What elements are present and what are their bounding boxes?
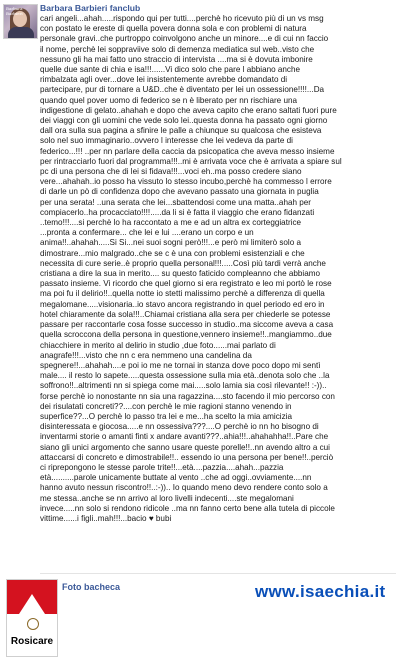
shared-photo-label: Rosicare [10, 636, 54, 647]
post-author-name[interactable]: Barbara Barbieri fanclub [40, 3, 141, 13]
marlboro-chevron-icon [7, 580, 57, 614]
post-divider [40, 573, 396, 574]
avatar-caption: Barbara Barbieri [6, 6, 23, 16]
shared-photo-title[interactable]: Foto bacheca [62, 582, 121, 592]
post-text: cari angeli...ahah.....rispondo qui per tutti....perchè ho ricevuto più di un vs msg con postato le ereste di quella povera donna sola e con problemi di natura personale gravi..che purtroppo coinvolgono anche un minore....e di cui nn faccio il nome, perchè lei soppraviive solo di demenza mediatica sul web..visto che nessuno gli ha mai fatto uno straccio di intervista ....ma si è dovuta imbonire quelle due sante di chia e isa!!!......Vi dico solo che pare l abbiano anche rimbalzata agli over...dove lei insistentemente avrebbe domandato di partecipare, pur di tornare a U&D..che è diventato per lei un ossessione!!!!...Da quando quel pover uomo di federico se n è liberato per nn rischiare una indigestione di gelato..ahahah e dopo che aveva capito che erano saltati fuori pure dei viaggi con gli uomini che vede solo lei..questa donna ha passato ogni giorno dall ora sulla sua pagina a sfinire le palle a chiunque su qualcosa che esisteva solo nel suo immaginario..ovvero l interesse che lei vedeva da parte di federico...!!! ..per nn parlare della caccia da psicopatica che aveva messo insieme per rintracciarlo fuori dal programma!!!..mi è arrivata voce che è arrivata a spiare sul pc di una persona che di lei si fidava!!!...voci eh..ma posso credere siano vere...ahahah..io posso ha vissuto lo stesso incubo,perchè ha commesso l errore di darle un pò di confidenza dopo che avevano passato una giornata in puglia per una serata! ..una serata che lei...sbattendosi come una matta..ahah per compiacerlo..ha procacciato!!!!.....da li si è fatta il viaggio che erano fidanzati ..temo!!!....si perchè lo ha raccontato a me e ad un altra ex corteggiatrice ...pronta a confermare... che lei e lui ....erano un corpo e un anima!!..ahahah.....Si Si...nei suoi sogni però!!!...e però mi limiterò solo a dimostrare...mio malgrado..che se c è una con problemi esistenziali e che necessita di cure serie..è proprio quella personal!!!.....Così più tardi verrà anche cristiana a dire la sua in merito.... su questo faticido compleanno che abbiamo passato insieme. Vi ricordo che quel giorno si era registrato e leo mi portò le rose ma poi fu il delirio!!..quella notte io stetti malissimo perchè a differenza di quella megalomane.....visionaria..io stavo ancora registrando in quel periodo ed ero in hotel chiaramente da sola!!!..Chiamai cristiana alla sera per chiederle se potesse passare per raccontarle cosa fosse successo in studio..ma siccome aveva a casa quella scroccona della persona in questione,vennero insieme!!..mangiammo..due chiacchiere in merito al delirio in studio ,due foto......mai parlato di anagrafe!!!...visto che nn c era nemmeno una candelina da spegnere!!...ahahah....e poi io me ne tornai in stanza dove poco dopo mi sentì male.... il resto lo sapete.....questa ossessione sulla mia età..denota solo che ..la soffrono!!..altrimenti nn si spiega come mai.....solo lamia sia così rilevante!! :-)).. forse perchè io nonostante nn sia una ragazzina....sto facendo il mio percorso con dei risulatati concreti??....con perchè le mie ragioni stanno venendo in superfice??...O perchè lo passo tra lei e me...ha scelto la mia amicizia disinteressata e giocosa.....e nn ossessiva???....O perchè io nn ho bisogno di inventarmi storie o amanti finti x andare avanti???..ahia!!!..ahahahha!!..Pare che siano gli unici argomento che sanno usare queste porelle!!..nn avendo altro a cui attaccarsi di concreto e dimostrabile!!.. essendo io una persona per bene!!..perciò ci riprepongono le stesse parole trite!!...età....pazzia....ahah...pazzia età..........parole unicamente buttate al vento ..che ad oggi..ovviamente....nn hanno avuto nessun riscontro!!..:-)).. Io quando meno devo rendere conto solo a me stessa..anche se nn arrivo al loro livelli indecenti....ste megalomani invece.....nn solo si rendono ridicole ..ma nn fanno certo bene alla tutela di piccole vittime......i figli..mah!!!...bacio ♥ bubi [40, 14, 342, 523]
shared-photo-thumbnail[interactable] [6, 579, 58, 657]
avatar-body [8, 27, 34, 39]
author-avatar[interactable] [3, 4, 38, 39]
site-watermark: www.isaechia.it [255, 582, 386, 601]
crest-icon [27, 618, 39, 630]
